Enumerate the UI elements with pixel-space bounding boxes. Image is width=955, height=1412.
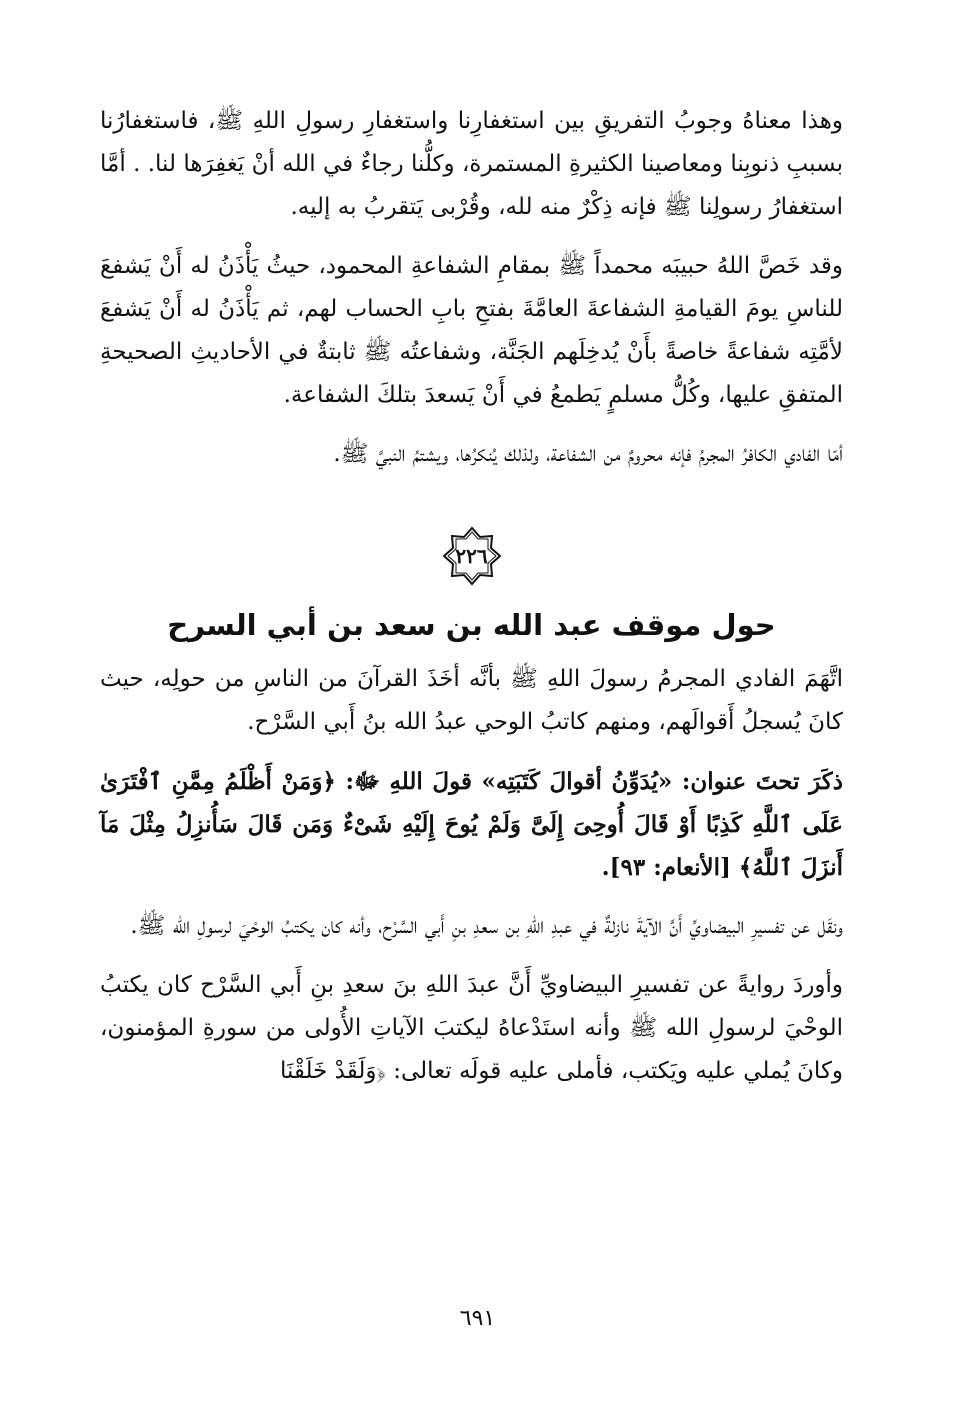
paragraph-riwaya: وأوردَ روايةً عن تفسيرِ البيضاويِّ أَنَّ عبدَ اللهِ بنَ سعدِ بنِ أَبي السَّرْح كان يكتبُ الوحْيَ لرسولِ الله ﷺ وأنه استَدْعاهُ ليكتبَ الآياتِ الأُولى من سورةِ المؤمنون، وكانَ يُملي عليه ويَكتب، فأملى عليه قولَه تعالى: ﴿وَلَقَدْ خَلَقْنَا [100,972,843,1084]
page-number: ٦٩١ [459,1306,496,1331]
section-number-badge [440,524,504,588]
paragraph-fadi-shafaa: أمّا الفادي الكافرُ المجرمُ فإنه محرومٌ من الشفاعة، ولذلك يُنكرُها، ويشتمُ النبيَّ ﷺ. [333,441,843,467]
paragraph-accusation: اتَّهَمَ الفادي المجرمُ رسولَ اللهِ ﷺ بأنَّه أخَذَ القرآنَ من الناسِ من حولِه، حيث كانَ يُسجلُ أَقوالَهم، ومنهم كاتبُ الوحي عبدُ الله بنُ أَبي السَّرْح. [100,666,843,735]
paragraph-baydawi: ونقَل عن تفسيرِ البيضاويِّ أَنَّ الآيةَ نازلةٌ في عبدِ اللهِ بن سعدِ بنِ أَبي السَّرْح، وأنه كان يكتبُ الوحْيَ لرسولِ الله ﷺ. [130,913,843,939]
section-number: ٢٢٦ [455,544,488,568]
paragraph-istighfar: وهذا معناهُ وجوبُ التفريقِ بين استغفارِنا واستغفارِ رسولِ اللهِ ﷺ، فاستغفارُنا بسببِ ذنوبِنا ومعاصينا الكثيرةِ المستمرة، وكلُّنا رجاءٌ في الله أنْ يَغفِرَها لنا. . أمَّا استغفارُ رسولِنا ﷺ فإنه ذِكْرٌ منه لله، وقُرْبى يَتقربُ به إليه. [100,108,843,220]
section-title: حول موقف عبد الله بن سعد بن أبي السرح [167,608,776,642]
paragraph-quran-quote: ذكَرَ تحتَ عنوان: «يُدَوِّنُ أقوالَ كَتَبَتِه» قولَ اللهِ ﷻ: ﴿وَمَنْ أَظْلَمُ مِمَّنِ ٱفْتَرَىٰ عَلَى ٱللَّهِ كَذِبًا أَوْ قَالَ أُوحِىَ إِلَىَّ وَلَمْ يُوحَ إِلَيْهِ شَىْءٌ وَمَن قَالَ سَأُنزِلُ مِثْلَ مَآ أَنزَلَ ٱللَّهُ﴾ [الأنعام: ٩٣]. [100,768,843,881]
paragraph-shafaa: وقد خَصَّ اللهُ حبيبَه محمداً ﷺ بمقامِ الشفاعةِ المحمود، حيثُ يَأْذَنُ له أَنْ يَشفعَ للناسِ يومَ القيامةِ الشفاعةَ العامَّةَ بفتحِ بابِ الحساب لهم، ثم يَأْذَنُ له أَنْ يَشفعَ لأمَّتِه شفاعةً خاصةً بأَنْ يُدخِلَهم الجَنَّة، وشفاعتُه ﷺ ثابتةٌ في الأحاديثِ الصحيحةِ المتفقِ عليها، وكُلُّ مسلمٍ يَطمعُ في أَنْ يَسعدَ بتلكَ الشفاعة. [100,253,843,408]
